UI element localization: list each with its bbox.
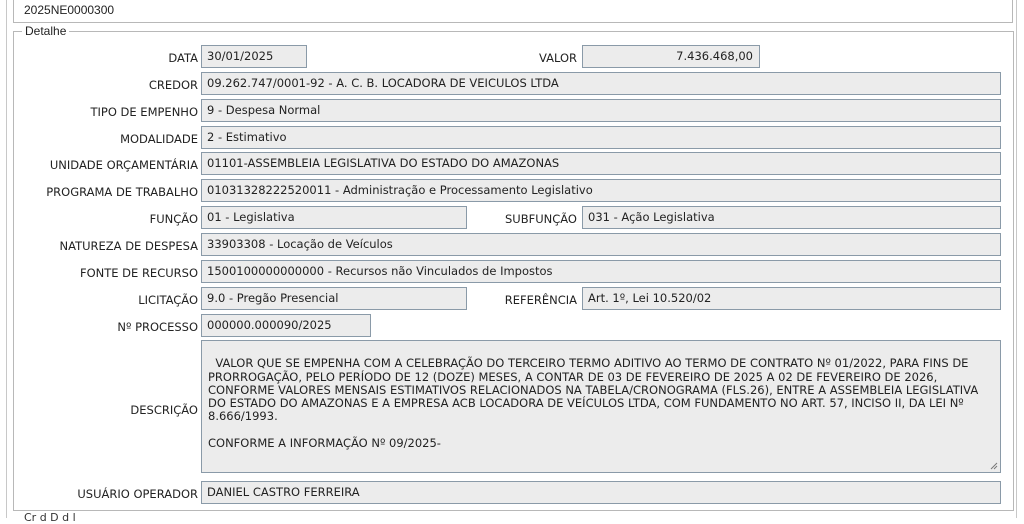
valor-field[interactable]: 7.436.468,00 (582, 45, 760, 68)
valor-label: VALOR (538, 51, 577, 65)
referencia-field[interactable]: Art. 1º, Lei 10.520/02 (582, 287, 1001, 310)
modalidade-field[interactable]: 2 - Estimativo (201, 126, 1001, 149)
descricao-label: DESCRIÇÃO (130, 403, 198, 417)
credor-field[interactable]: 09.262.747/0001-92 - A. C. B. LOCADORA DE VEICULOS LTDA (201, 72, 1001, 95)
next-section-text: Cr d D d l (24, 511, 76, 524)
processo-field[interactable]: 000000.000090/2025 (201, 314, 371, 337)
descricao-text: VALOR QUE SE EMPENHA COM A CELEBRAÇÃO DO TERCEIRO TERMO ADITIVO AO TERMO DE CONTRATO Nº 01/2022, PARA FINS DE PRORROGAÇÃO, PELO PERÍODO DE 12 (DOZE) MESES, A CONTAR DE 03 DE FEVEREIRO DE 2025 A 02 DE FEVEREIRO DE 2026, CONFORME VALORES MENSAIS ESTIMATIVOS RELACIONADOS NA TABELA/CRONOGRAMA (FLS.26), ENTRE A ASSEMBLEIA LEGISLATIVA DO ESTADO DO AMAZONAS E A EMPRESA ACB LOCADORA DE VEÍCULOS LTDA, COM FUNDAMENTO NO ART. 57, INCISO II, DA LEI Nº 8.666/1993. CONFORME A INFORMAÇÃO Nº 09/2025- (208, 356, 979, 451)
tipo-empenho-label: TIPO DE EMPENHO (90, 105, 198, 119)
fonte-label: FONTE DE RECURSO (79, 266, 198, 280)
fonte-field[interactable]: 1500100000000000 - Recursos não Vinculados de Impostos (201, 260, 1001, 283)
data-label: DATA (168, 51, 198, 65)
natureza-field[interactable]: 33903308 - Locação de Veículos (201, 233, 1001, 256)
subfuncao-field[interactable]: 031 - Ação Legislativa (582, 206, 1001, 229)
funcao-field[interactable]: 01 - Legislativa (201, 206, 467, 229)
unidade-label: UNIDADE ORÇAMENTÁRIA (49, 158, 198, 172)
processo-label: Nº PROCESSO (117, 320, 198, 334)
subfuncao-label: SUBFUNÇÃO (505, 212, 577, 226)
header-code: 2025NE0000300 (24, 3, 115, 17)
usuario-field[interactable]: DANIEL CASTRO FERREIRA (201, 481, 1001, 504)
licitacao-field[interactable]: 9.0 - Pregão Presencial (201, 287, 467, 310)
credor-label: CREDOR (148, 78, 198, 92)
programa-field[interactable]: 01031328222520011 - Administração e Processamento Legislativo (201, 179, 1001, 202)
data-field[interactable]: 30/01/2025 (201, 45, 307, 68)
funcao-label: FUNÇÃO (149, 212, 198, 226)
natureza-label: NATUREZA DE DESPESA (59, 239, 198, 253)
tipo-empenho-field[interactable]: 9 - Despesa Normal (201, 99, 1001, 122)
window-right-border (1016, 0, 1017, 518)
descricao-textarea[interactable] (201, 340, 1001, 473)
header-code-box (13, 0, 1013, 23)
modalidade-label: MODALIDADE (120, 132, 198, 146)
programa-label: PROGRAMA DE TRABALHO (46, 185, 198, 199)
unidade-field[interactable]: 01101-ASSEMBLEIA LEGISLATIVA DO ESTADO DO AMAZONAS (201, 152, 1001, 175)
window-left-border (6, 0, 7, 518)
resize-grip-icon[interactable] (990, 462, 998, 470)
licitacao-label: LICITAÇÃO (138, 293, 198, 307)
referencia-label: REFERÊNCIA (504, 293, 577, 307)
usuario-label: USUÁRIO OPERADOR (77, 487, 198, 501)
detail-legend: Detalhe (22, 24, 69, 38)
